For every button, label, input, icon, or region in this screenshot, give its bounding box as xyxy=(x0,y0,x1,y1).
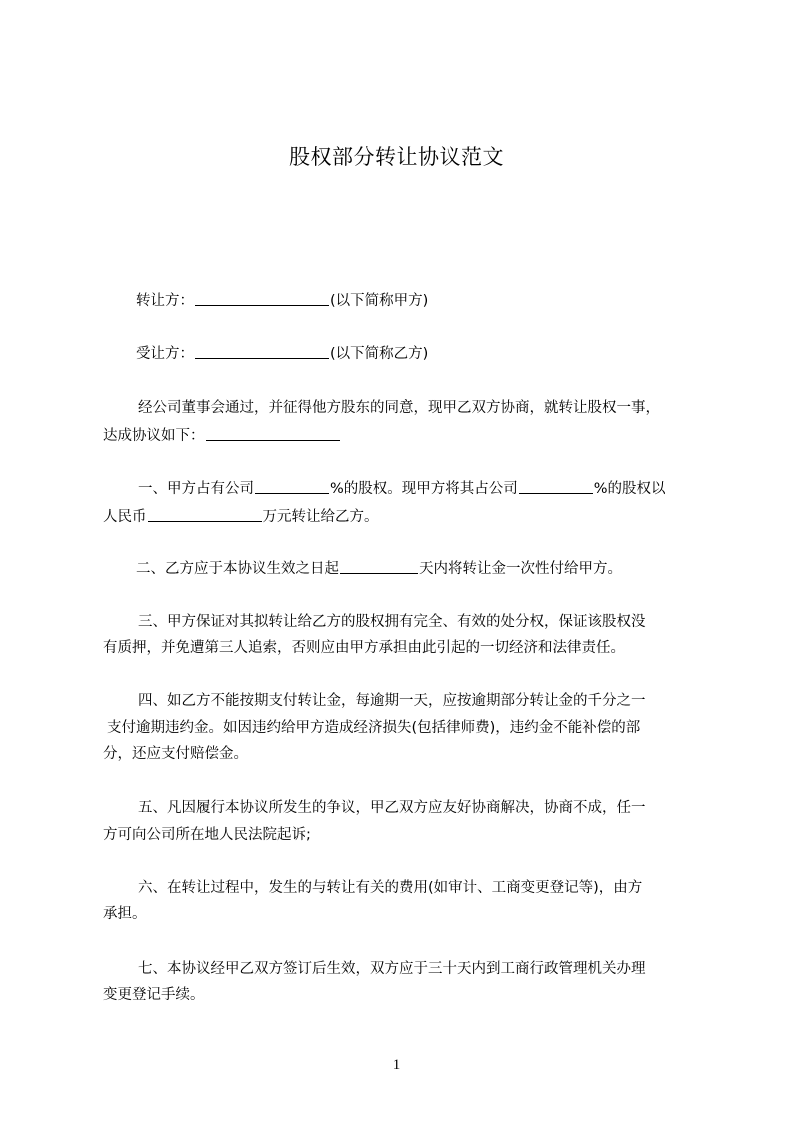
clause-4-line-2: 支付逾期违约金。如因违约给甲方造成经济损失(包括律师费)，违约金不能补偿的部 xyxy=(107,720,641,736)
transferor-note: (以下简称甲方) xyxy=(330,293,429,309)
transferee-blank xyxy=(195,344,329,359)
document-title: 股权部分转让协议范文 xyxy=(289,145,504,169)
clause-2-text-a: 二、乙方应于本协议生效之日起 xyxy=(136,561,339,577)
transferee-label: 受让方： xyxy=(136,346,194,362)
clause-6-line-1: 六、在转让过程中，发生的与转让有关的费用(如审计、工商变更登记等)，由方 xyxy=(138,880,643,896)
transferee-note: (以下简称乙方) xyxy=(330,346,429,362)
intro-blank xyxy=(206,426,340,441)
clause-3-line-2: 有质押，并免遭第三人追索，否则应由甲方承担由此引起的一切经济和法律责任。 xyxy=(103,640,625,656)
clause-1-text-e: 万元转让给乙方。 xyxy=(262,509,379,525)
transferor-blank xyxy=(195,291,329,306)
clause-1-line-2 xyxy=(103,506,703,528)
transferee-line xyxy=(136,343,736,365)
clause-2-text-b: 天内将转让金一次性付给甲方。 xyxy=(419,561,622,577)
intro-line-1: 经公司董事会通过，并征得他方股东的同意，现甲乙双方协商，就转让股权一事， xyxy=(138,400,660,416)
intro-line-2 xyxy=(103,425,703,447)
intro-prefix: 达成协议如下： xyxy=(103,428,205,444)
clause-7-line-2: 变更登记手续。 xyxy=(103,987,205,1003)
clause-1-line-1 xyxy=(138,478,738,500)
clause-1-blank-amount xyxy=(148,507,262,522)
clause-5-line-2: 方可向公司所在地人民法院起诉; xyxy=(103,827,311,843)
clause-4-line-1: 四、如乙方不能按期支付转让金，每逾期一天，应按逾期部分转让金的千分之一 xyxy=(138,693,646,709)
clause-1-blank-transfer-share xyxy=(519,479,593,494)
clause-1-text-d: 人民币 xyxy=(103,509,147,525)
page-number: 1 xyxy=(392,1057,401,1073)
clause-2-line-1 xyxy=(136,558,736,580)
clause-1-text-a: 一、甲方占有公司 xyxy=(138,481,254,497)
clause-1-text-b: %的股权。现甲方将其占公司 xyxy=(330,481,518,497)
clause-1-blank-share xyxy=(255,479,329,494)
clause-6-line-2: 承担。 xyxy=(103,906,147,922)
transferor-label: 转让方： xyxy=(136,293,194,309)
clause-4-line-3: 分，还应支付赔偿金。 xyxy=(103,746,248,762)
clause-3-line-1: 三、甲方保证对其拟转让给乙方的股权拥有完全、有效的处分权，保证该股权没 xyxy=(138,614,646,630)
clause-5-line-1: 五、凡因履行本协议所发生的争议，甲乙双方应友好协商解决，协商不成，任一 xyxy=(138,800,646,816)
clause-1-text-c: %的股权以 xyxy=(593,481,666,497)
transferor-line xyxy=(136,290,736,312)
clause-7-line-1: 七、本协议经甲乙双方签订后生效，双方应于三十天内到工商行政管理机关办理 xyxy=(138,961,646,977)
clause-2-blank-days xyxy=(340,559,418,574)
